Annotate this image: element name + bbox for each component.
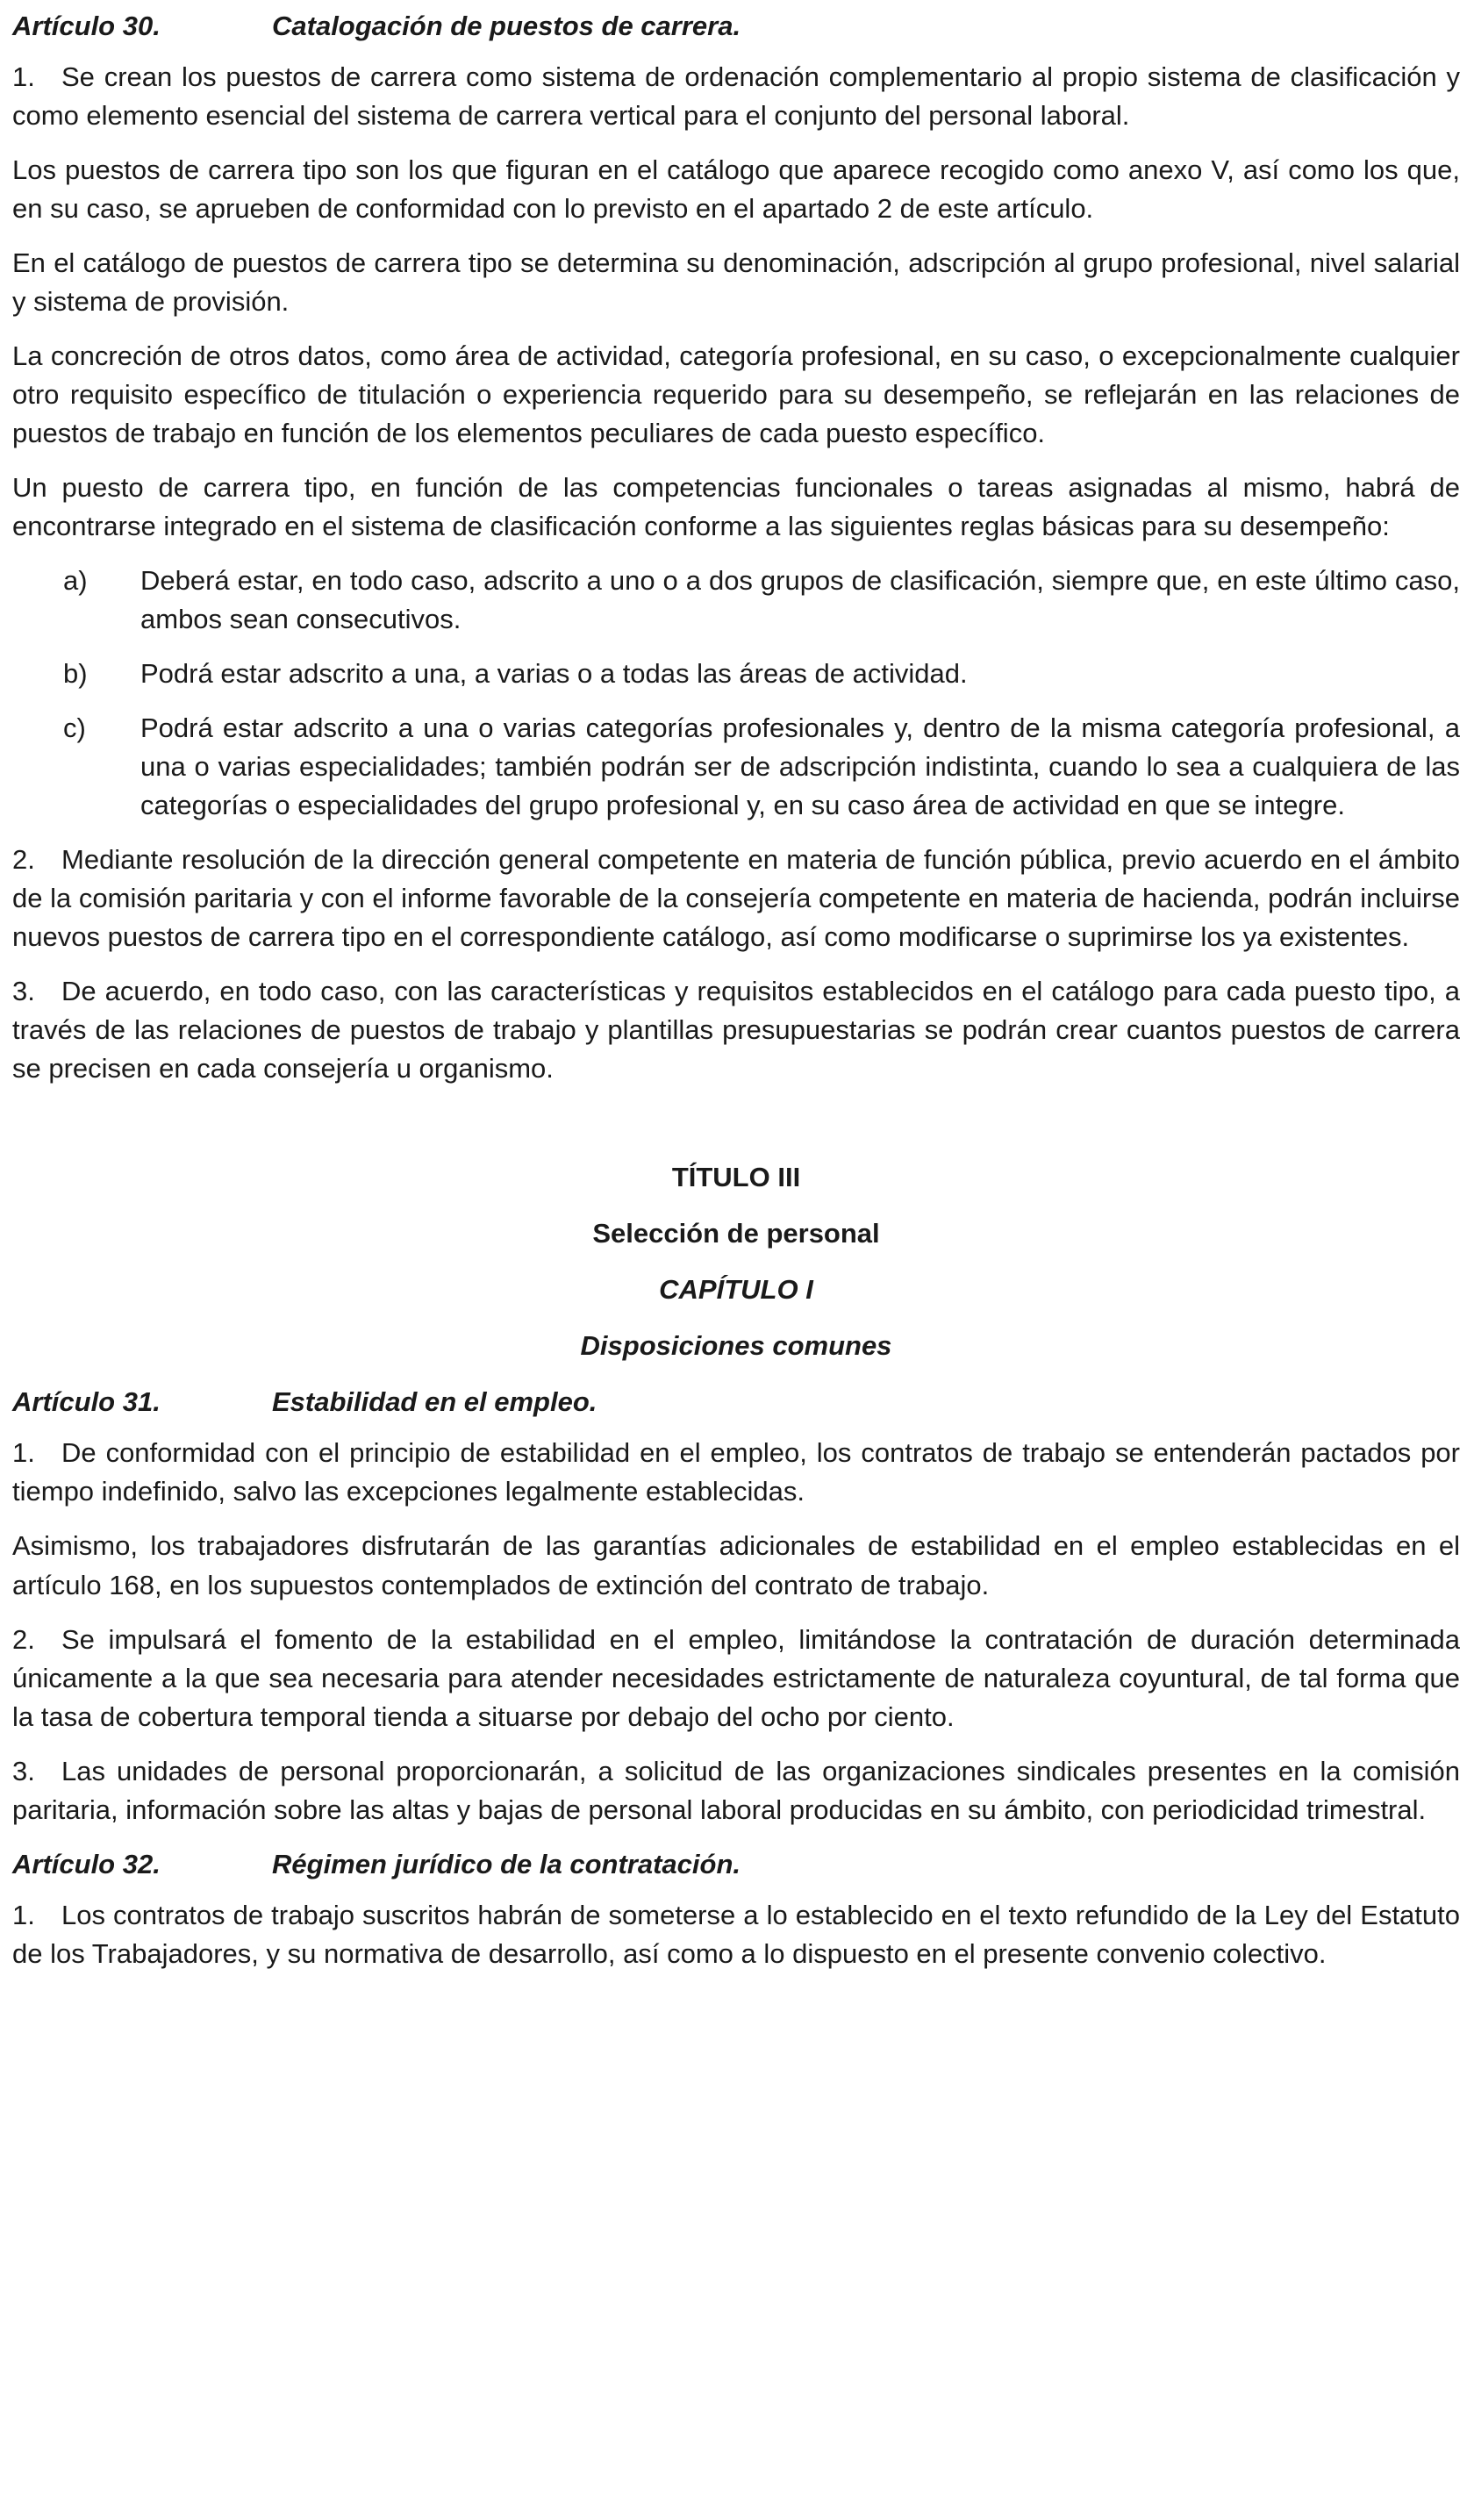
article-title: Catalogación de puestos de carrera. [272,11,741,41]
list-label: c) [63,712,86,744]
paragraph [12,1621,1460,1736]
paragraph-text: Mediante resolución de la dirección general competente en materia de función pública, previo acuerdo en el ámbito de la comisión paritaria y con el informe favorable de la consejería competente en materia de hacienda, podrán incluirse nuevos puestos de carrera tipo en el correspondiente catálogo, así como modificarse o suprimirse los ya existentes. [12,844,1460,953]
list-item [12,655,1460,693]
paragraph [12,1434,1460,1511]
paragraph-number: 2. [12,844,35,876]
paragraph: Asimismo, los trabajadores disfrutarán de las garantías adicionales de estabilidad en el empleo establecidas en el artículo 168, en los supuestos contemplados de extinción del contrato de trabajo. [12,1530,1460,1600]
article-30-heading [12,7,1460,46]
paragraph: La concreción de otros datos, como área de actividad, categoría profesional, en su caso, o excepcionalmente cualquier otro requisito específico de titulación o experiencia requerido para su desempeño, se reflejarán en las relaciones de puestos de trabajo en función de los elementos peculiares de cada puesto específico. [12,340,1460,449]
article-number: Artículo 30. [12,11,161,41]
title-subheading: Selección de personal [592,1218,880,1249]
list-label: a) [63,565,88,597]
paragraph: Un puesto de carrera tipo, en función de las competencias funcionales o tareas asignadas al mismo, habrá de encontrarse integrado en el sistema de clasificación conforme a las siguientes reglas básicas para su desempeño: [12,472,1460,542]
paragraph [12,58,1460,135]
list-text: Podrá estar adscrito a una o varias categorías profesionales y, dentro de la misma categoría profesional, a una o varias especialidades; también podrán ser de adscripción indistinta, cuando lo sea a cualquiera de las categorías o especialidades del grupo profesional y, en su caso área de actividad en que se integre. [140,712,1460,821]
article-title: Régimen jurídico de la contratación. [272,1848,741,1879]
list-item [12,562,1460,639]
paragraph: Los puestos de carrera tipo son los que figuran en el catálogo que aparece recogido como anexo V, así como los que, en su caso, se aprueben de conformidad con lo previsto en el apartado 2 de este artículo. [12,154,1460,225]
article-32-heading [12,1845,1460,1884]
paragraph [12,1896,1460,1973]
chapter-heading: CAPÍTULO I [659,1274,813,1306]
paragraph-number: 3. [12,976,35,1007]
paragraph-text: Se crean los puestos de carrera como sistema de ordenación complementario al propio sistema de clasificación y como elemento esencial del sistema de carrera vertical para el conjunto del personal laboral. [12,61,1460,132]
section-spacer [12,1104,1460,1158]
article-number: Artículo 32. [12,1848,161,1879]
article-title: Estabilidad en el empleo. [272,1386,597,1418]
paragraph-text: De conformidad con el principio de estabilidad en el empleo, los contratos de trabajo se entenderán pactados por tiempo indefinido, salvo las excepciones legalmente establecidas. [12,1437,1460,1507]
paragraph-number: 3. [12,1755,35,1786]
list-item [12,709,1460,825]
chapter-title: Disposiciones comunes [580,1330,892,1362]
paragraph [12,841,1460,956]
paragraph-text: De acuerdo, en todo caso, con las características y requisitos establecidos en el catálogo para cada puesto tipo, a través de las relaciones de puestos de trabajo y plantillas presupuestarias se podrán crear cuantos puestos de carrera se precisen en cada consejería u organismo. [12,976,1460,1085]
paragraph: En el catálogo de puestos de carrera tipo se determina su denominación, adscripción al grupo profesional, nivel salarial y sistema de provisión. [12,247,1460,318]
title-heading: TÍTULO III [671,1162,801,1193]
paragraph [12,1752,1460,1829]
paragraph-number: 1. [12,61,35,93]
list-label: b) [63,658,88,690]
list-text: Podrá estar adscrito a una, a varias o a todas las áreas de actividad. [140,658,968,690]
paragraph-number: 1. [12,1899,35,1930]
paragraph-text: Las unidades de personal proporcionarán, a solicitud de las organizaciones sindicales presentes en la comisión paritaria, información sobre las altas y bajas de personal laboral producidas en su ámbito, con periodicidad trimestral. [12,1755,1460,1825]
article-31-heading [12,1383,1460,1421]
article-number: Artículo 31. [12,1386,161,1418]
paragraph-text: Los contratos de trabajo suscritos habrán de someterse a lo establecido en el texto refundido de la Ley del Estatuto de los Trabajadores, y su normativa de desarrollo, así como a lo dispuesto en el presente convenio colectivo. [12,1899,1460,1969]
paragraph [12,972,1460,1088]
paragraph-number: 2. [12,1623,35,1655]
list-text: Deberá estar, en todo caso, adscrito a uno o a dos grupos de clasificación, siempre que, en este último caso, ambos sean consecutivos. [140,565,1460,635]
paragraph-text: Se impulsará el fomento de la estabilidad en el empleo, limitándose la contratación de duración determinada únicamente a la que sea necesaria para atender necesidades estrictamente de naturaleza coyuntural, de tal forma que la tasa de cobertura temporal tienda a situarse por debajo del ocho por ciento. [12,1623,1460,1732]
paragraph-number: 1. [12,1437,35,1469]
